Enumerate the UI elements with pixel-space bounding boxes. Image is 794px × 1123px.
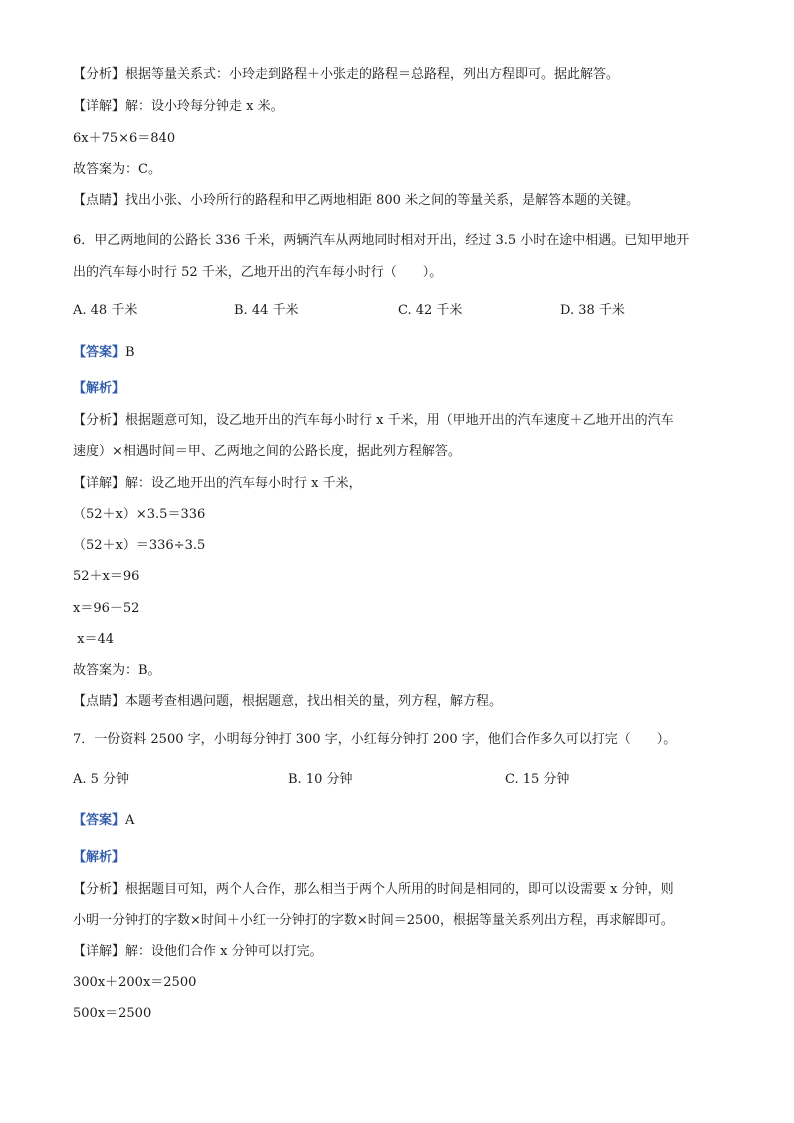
analysis-line: 【分析】根据题目可知，两个人合作，那么相当于两个人所用的时间是相同的，即可以设需要 x 分钟，则 — [73, 882, 674, 897]
question-6-line-1: 6．甲乙两地间的公路长 336 千米，两辆汽车从两地同时相对开出，经过 3.5 小时在途中相遇。已知甲地开 — [73, 233, 690, 248]
question-7-line: 7．一份资料 2500 字，小明每分钟打 300 字，小红每分钟打 200 字，他们合作多久可以打完（ ）。 — [73, 732, 677, 747]
analysis-line: 小明一分钟打的字数×时间＋小红一分钟打的字数×时间＝2500，根据等量关系列出方程，再求解即可。 — [73, 913, 674, 928]
q7-solution-label: 【解析】 — [73, 850, 126, 865]
q6-option-c: C. 42 千米 — [398, 303, 463, 318]
equation-line: x＝96－52 — [73, 601, 140, 616]
equation-line: （52＋x）＝336÷3.5 — [73, 538, 206, 553]
equation-line: 500x＝2500 — [73, 1006, 152, 1021]
q6-solution-label: 【解析】 — [73, 381, 126, 396]
detail-line: 【详解】解：设他们合作 x 分钟可以打完。 — [73, 944, 323, 959]
answer-line: 故答案为：B。 — [73, 663, 161, 678]
equation-line: （52＋x）×3.5＝336 — [73, 507, 206, 522]
q6-answer — [73, 344, 135, 362]
analysis-line: 【分析】根据题意可知，设乙地开出的汽车每小时行 x 千米，用（甲地开出的汽车速度＋乙地开出的汽车 — [73, 413, 674, 428]
q6-option-d: D. 38 千米 — [560, 303, 625, 318]
answer-label: 【答案】 — [73, 813, 126, 828]
answer-line: 故答案为：C。 — [73, 162, 161, 177]
answer-label: 【答案】 — [73, 345, 126, 360]
comment-line: 【点睛】本题考查相遇问题，根据题意，找出相关的量，列方程，解方程。 — [73, 694, 503, 709]
equation-line: 52＋x＝96 — [73, 569, 140, 584]
q7-option-c: C. 15 分钟 — [505, 772, 570, 787]
equation-line: x＝44 — [73, 632, 115, 647]
q6-option-b: B. 44 千米 — [234, 303, 299, 318]
comment-line: 【点睛】找出小张、小玲所行的路程和甲乙两地相距 800 米之间的等量关系，是解答本题的关键。 — [73, 193, 640, 208]
detail-line: 【详解】解：设小玲每分钟走 x 米。 — [73, 99, 284, 114]
equation-line: 300x＋200x＝2500 — [73, 975, 197, 990]
analysis-line: 速度）×相遇时间＝甲、乙两地之间的公路长度，据此列方程解答。 — [73, 444, 461, 459]
equation-line: 6x＋75×6＝840 — [73, 131, 176, 146]
answer-value: A — [125, 813, 135, 828]
q6-option-a: A. 48 千米 — [73, 303, 138, 318]
q7-answer — [73, 812, 134, 830]
detail-line: 【详解】解：设乙地开出的汽车每小时行 x 千米， — [73, 476, 362, 491]
answer-value: B — [125, 345, 135, 360]
question-6-line-2: 出的汽车每小时行 52 千米，乙地开出的汽车每小时行（ ）。 — [73, 265, 443, 280]
q7-option-a: A. 5 分钟 — [73, 772, 130, 787]
q7-option-b: B. 10 分钟 — [288, 772, 353, 787]
analysis-line: 【分析】根据等量关系式：小玲走到路程＋小张走的路程＝总路程，列出方程即可。据此解答。 — [73, 67, 620, 82]
